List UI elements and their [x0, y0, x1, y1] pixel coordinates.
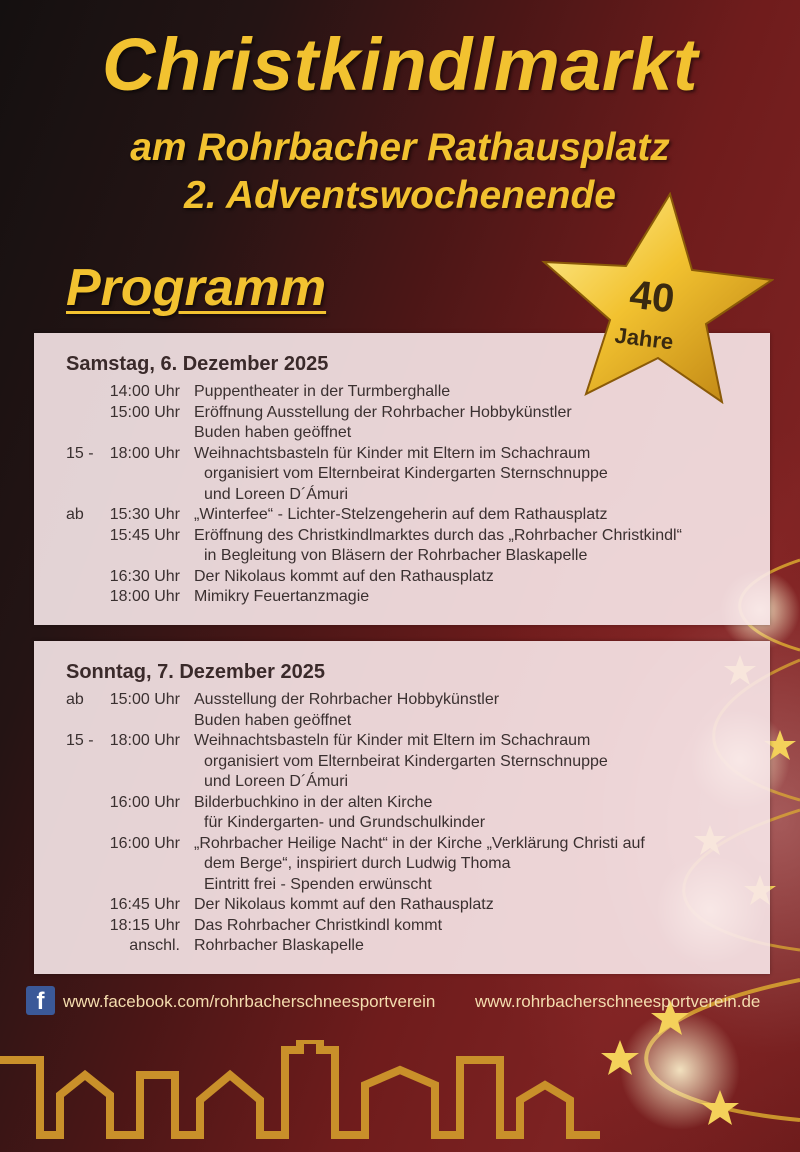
schedule-row	[66, 772, 760, 793]
event-description: Weihnachtsbasteln für Kinder mit Eltern im Schachraum	[194, 444, 591, 462]
event-description: Eröffnung Ausstellung der Rohrbacher Hobbykünstler	[194, 403, 572, 421]
time: 18:15 Uhr	[109, 916, 180, 934]
time-prefix: ab	[66, 506, 84, 523]
event-description: Eröffnung des Christkindlmarktes durch das „Rohrbacher Christkindl“	[194, 526, 682, 544]
event-description: und Loreen D´Ámuri	[204, 485, 349, 503]
time-column	[66, 711, 194, 732]
schedule-row	[66, 546, 760, 567]
badge-number: 40	[627, 272, 677, 322]
time-column	[66, 916, 194, 937]
time: 15:45 Uhr	[109, 526, 180, 544]
time-column	[66, 854, 194, 875]
event-description: Weihnachtsbasteln für Kinder mit Eltern im Schachraum	[194, 732, 591, 749]
event-description: Der Nikolaus kommt auf den Rathausplatz	[194, 896, 494, 913]
subtitle-date: 2. Adventswochenende	[184, 174, 616, 217]
event-description: Bilderbuchkino in der alten Kirche	[194, 793, 433, 811]
time: 16:30 Uhr	[109, 567, 180, 585]
schedule-row	[66, 813, 760, 834]
time: 18:00 Uhr	[109, 732, 180, 749]
time-column	[66, 731, 194, 752]
schedule-row	[66, 752, 760, 773]
time-column	[66, 690, 194, 711]
event-description: Buden haben geöffnet	[194, 711, 352, 729]
schedule-row	[66, 505, 760, 526]
event-description: dem Berge“, inspiriert durch Ludwig Thoma	[204, 855, 511, 872]
event-description: „Winterfee“ - Lichter-Stelzengeherin auf dem Rathausplatz	[194, 506, 608, 523]
schedule-row	[66, 567, 760, 588]
event-description: „Rohrbacher Heilige Nacht“ in der Kirche „Verklärung Christi auf	[194, 834, 645, 852]
schedule-row	[66, 731, 760, 752]
time: 15:00 Uhr	[109, 403, 180, 421]
schedule-row	[66, 834, 760, 855]
time: 18:00 Uhr	[109, 588, 180, 605]
event-description: Mimikry Feuertanzmagie	[194, 588, 370, 605]
sunday-schedule	[66, 690, 760, 957]
schedule-row	[66, 690, 760, 711]
time-column	[66, 464, 194, 485]
saturday-schedule	[66, 382, 760, 608]
time-column	[66, 423, 194, 444]
time: 16:00 Uhr	[109, 793, 180, 811]
page-title: Christkindlmarkt	[101, 23, 699, 106]
time-column	[66, 485, 194, 506]
schedule-row	[66, 916, 760, 937]
schedule-row	[66, 526, 760, 547]
time: 18:00 Uhr	[109, 444, 180, 462]
sunday-title: Sonntag, 7. Dezember 2025	[66, 661, 325, 683]
event-description: Puppentheater in der Turmberghalle	[194, 383, 451, 400]
event-description: Der Nikolaus kommt auf den Rathausplatz	[194, 567, 494, 585]
time: 15:00 Uhr	[109, 691, 180, 708]
website-link[interactable]: www.rohrbacherschneesportverein.de	[475, 992, 761, 1011]
schedule-row	[66, 403, 760, 424]
sunday-panel	[34, 641, 770, 974]
time-prefix: 15 -	[66, 444, 94, 462]
schedule-row	[66, 464, 760, 485]
time-column	[66, 793, 194, 814]
schedule-row	[66, 793, 760, 814]
time-column	[66, 772, 194, 793]
time-prefix: 15 -	[66, 732, 94, 749]
time-prefix: ab	[66, 691, 84, 708]
facebook-link[interactable]: www.facebook.com/rohrbacherschneesportverein	[63, 992, 436, 1011]
event-description: Ausstellung der Rohrbacher Hobbykünstler	[194, 691, 500, 708]
schedule-row	[66, 895, 760, 916]
schedule-row	[66, 587, 760, 608]
time-column	[66, 567, 194, 588]
event-description: Rohrbacher Blaskapelle	[194, 937, 364, 954]
time-column	[66, 813, 194, 834]
time-column	[66, 546, 194, 567]
time-column	[66, 936, 194, 957]
time: anschl.	[129, 937, 180, 954]
time-column	[66, 895, 194, 916]
time-column	[66, 752, 194, 773]
event-description: organisiert vom Elternbeirat Kindergarten Sternschnuppe	[204, 465, 608, 482]
time-column	[66, 403, 194, 424]
time-column	[66, 526, 194, 547]
schedule-row	[66, 485, 760, 506]
programm-heading: Programm	[66, 259, 327, 317]
schedule-row	[66, 875, 760, 896]
town-skyline-decoration	[0, 1040, 800, 1152]
saturday-title: Samstag, 6. Dezember 2025	[66, 353, 329, 375]
time: 15:30 Uhr	[109, 506, 180, 523]
time: 16:45 Uhr	[109, 896, 180, 913]
time-column	[66, 875, 194, 896]
schedule-row	[66, 711, 760, 732]
schedule-row	[66, 936, 760, 957]
time-column	[66, 587, 194, 608]
event-description: Das Rohrbacher Christkindl kommt	[194, 916, 443, 934]
facebook-icon[interactable]: f	[26, 986, 55, 1015]
time: 16:00 Uhr	[109, 834, 180, 852]
time-column	[66, 505, 194, 526]
time-column	[66, 382, 194, 403]
time-column	[66, 834, 194, 855]
schedule-row	[66, 444, 760, 465]
time: 14:00 Uhr	[109, 383, 180, 400]
event-description: organisiert vom Elternbeirat Kindergarten Sternschnuppe	[204, 752, 608, 770]
time-column	[66, 444, 194, 465]
subtitle-location: am Rohrbacher Rathausplatz	[130, 126, 670, 169]
schedule-row	[66, 854, 760, 875]
badge-label: Jahre	[613, 322, 675, 355]
event-description: Eintritt frei - Spenden erwünscht	[204, 875, 432, 893]
event-description: Buden haben geöffnet	[194, 424, 352, 441]
event-description: und Loreen D´Ámuri	[204, 773, 349, 790]
schedule-row	[66, 423, 760, 444]
event-description: für Kindergarten- und Grundschulkinder	[204, 814, 486, 831]
event-description: in Begleitung von Bläsern der Rohrbacher Blaskapelle	[204, 547, 588, 564]
